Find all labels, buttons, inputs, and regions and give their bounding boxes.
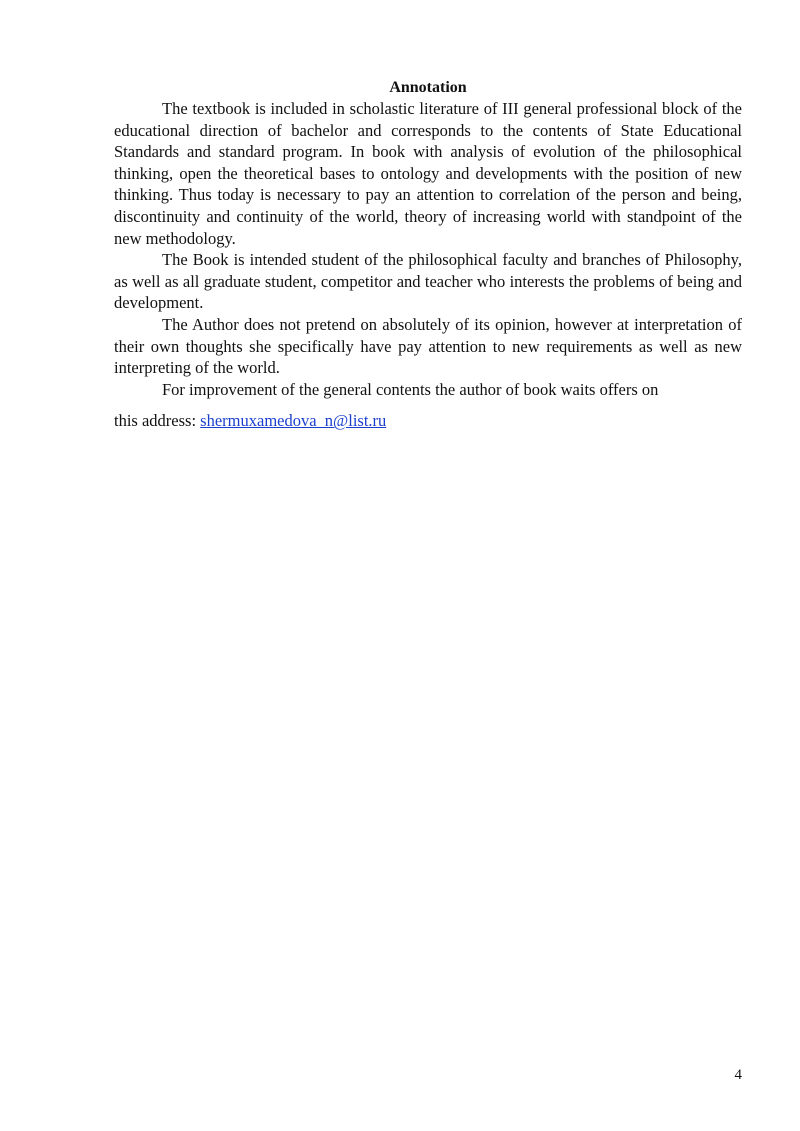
- paragraph-author-note: The Author does not pretend on absolutely of its opinion, however at interpretation of their own thoughts she specifically have pay attention to new requirements as well as new interpreting of the world.: [114, 314, 742, 378]
- address-prefix: this address:: [114, 411, 201, 431]
- address-line: [114, 410, 742, 432]
- annotation-title: Annotation: [389, 79, 467, 96]
- paragraph-improvement-offers: For improvement of the general contents the author of book waits offers on: [162, 379, 659, 399]
- paragraph-intended-audience: The Book is intended student of the philosophical faculty and branches of Philosophy, as well as all graduate student, competitor and teacher who interests the problems of being and development.: [114, 250, 742, 313]
- annotation-section: [114, 77, 742, 432]
- email-link[interactable]: shermuxamedova_n@list.ru: [200, 411, 387, 431]
- page-number: 4: [734, 1067, 742, 1083]
- paragraph-textbook-description: The textbook is included in scholastic literature of III general professional block of the educational direction of bachelor and corresponds to the contents of State Educational Standards and standard program. In book with analysis of evolution of the philosophical thinking, open the theoretical bases to ontology and developments with the position of new thinking. Thus today is necessary to pay an attention to correlation of the person and being, discontinuity and continuity of the world, theory of increasing world with standpoint of the new methodology.: [114, 99, 742, 248]
